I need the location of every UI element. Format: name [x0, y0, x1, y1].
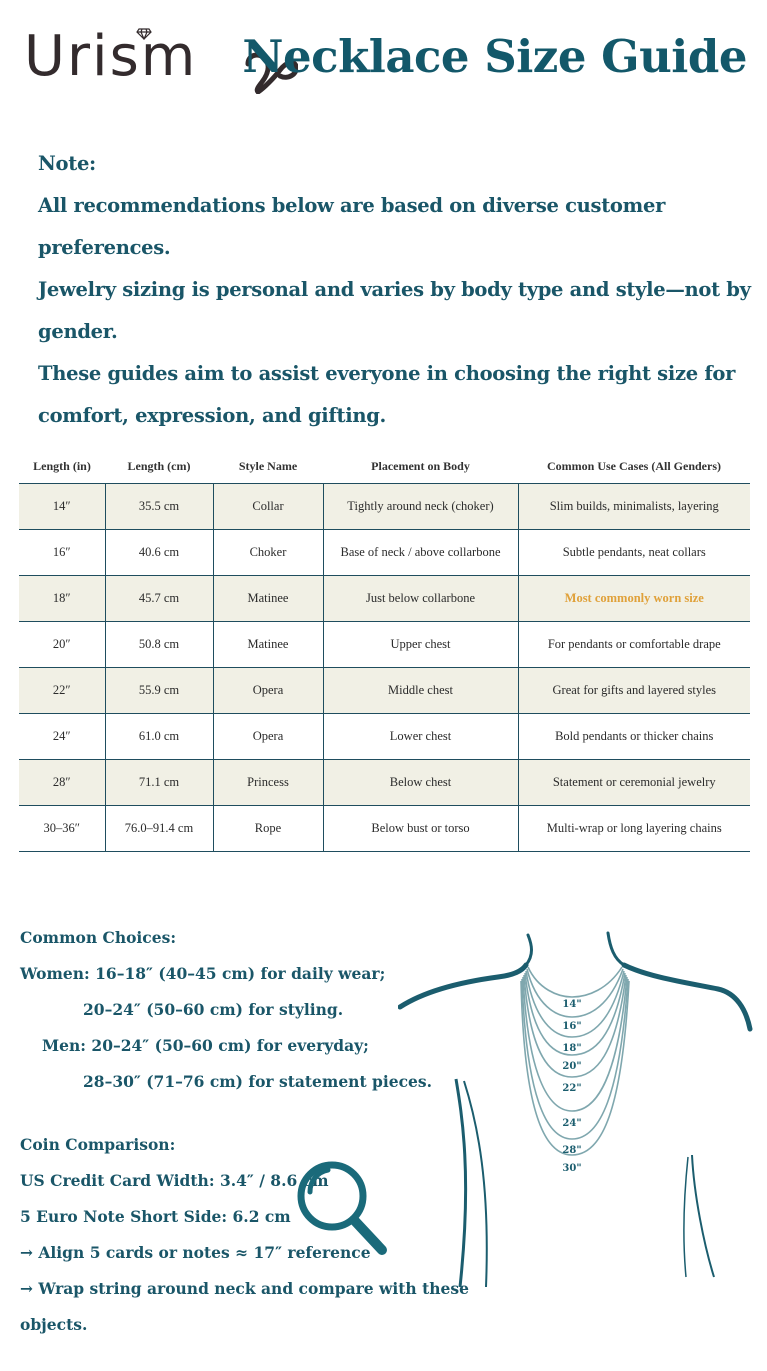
- cell-length-cm: 76.0–91.4 cm: [105, 805, 213, 851]
- cell-length-in: 20″: [19, 621, 105, 667]
- header-length-in: Length (in): [19, 450, 105, 483]
- coins-line: US Credit Card Width: 3.4″ / 8.6 cm: [20, 1171, 329, 1190]
- note-line: All recommendations below are based on diverse customer preferences.: [38, 194, 666, 259]
- diagram-label-24: 24": [562, 1118, 582, 1129]
- diagram-label-30: 30": [562, 1163, 582, 1174]
- magnifier-icon: [296, 1160, 392, 1260]
- cell-use-case: For pendants or comfortable drape: [518, 621, 750, 667]
- note-section: [38, 143, 753, 437]
- choices-women-daily: Women: 16–18″ (40–45 cm) for daily wear;: [20, 964, 386, 983]
- logo-text: Urism: [24, 24, 198, 89]
- cell-length-in: 30–36″: [19, 805, 105, 851]
- cell-style: Choker: [213, 529, 323, 575]
- header: [0, 0, 767, 120]
- cell-placement: Lower chest: [323, 713, 518, 759]
- cell-length-in: 14″: [19, 483, 105, 529]
- diagram-label-28: 28": [562, 1145, 582, 1156]
- size-table: [19, 450, 750, 852]
- header-length-cm: Length (cm): [105, 450, 213, 483]
- common-choices: [20, 920, 432, 1100]
- cell-length-cm: 55.9 cm: [105, 667, 213, 713]
- coins-line: objects.: [20, 1315, 88, 1334]
- note-line: These guides aim to assist everyone in choosing the right size for comfort, expression, and gifting.: [38, 362, 736, 427]
- table-row: [19, 529, 750, 575]
- table-row: [19, 575, 750, 621]
- header-placement: Placement on Body: [323, 450, 518, 483]
- choices-men-everyday: Men: 20–24″ (50–60 cm) for everyday;: [42, 1036, 369, 1055]
- cell-placement: Just below collarbone: [323, 575, 518, 621]
- cell-placement: Base of neck / above collarbone: [323, 529, 518, 575]
- cell-length-in: 24″: [19, 713, 105, 759]
- cell-use-case-highlight: Most commonly worn size: [518, 575, 750, 621]
- cell-use-case: Bold pendants or thicker chains: [518, 713, 750, 759]
- cell-use-case: Slim builds, minimalists, layering: [518, 483, 750, 529]
- cell-style: Rope: [213, 805, 323, 851]
- diagram-label-16: 16": [562, 1021, 582, 1032]
- cell-placement: Below bust or torso: [323, 805, 518, 851]
- cell-placement: Middle chest: [323, 667, 518, 713]
- cell-length-cm: 61.0 cm: [105, 713, 213, 759]
- cell-placement: Tightly around neck (choker): [323, 483, 518, 529]
- cell-use-case: Multi-wrap or long layering chains: [518, 805, 750, 851]
- cell-length-cm: 71.1 cm: [105, 759, 213, 805]
- cell-use-case: Statement or ceremonial jewelry: [518, 759, 750, 805]
- choices-women-styling: 20–24″ (50–60 cm) for styling.: [83, 1000, 344, 1019]
- header-use-cases: Common Use Cases (All Genders): [518, 450, 750, 483]
- choices-men-statement: 28–30″ (71–76 cm) for statement pieces.: [83, 1072, 433, 1091]
- table-row: [19, 667, 750, 713]
- cell-style: Matinee: [213, 621, 323, 667]
- coins-line: 5 Euro Note Short Side: 6.2 cm: [20, 1207, 291, 1226]
- table-row: [19, 483, 750, 529]
- cell-length-cm: 50.8 cm: [105, 621, 213, 667]
- cell-use-case: Subtle pendants, neat collars: [518, 529, 750, 575]
- diamond-icon: [136, 28, 152, 40]
- cell-style: Collar: [213, 483, 323, 529]
- cell-length-cm: 35.5 cm: [105, 483, 213, 529]
- cell-style: Opera: [213, 713, 323, 759]
- cell-length-cm: 45.7 cm: [105, 575, 213, 621]
- cell-length-in: 28″: [19, 759, 105, 805]
- table-header-row: [19, 450, 750, 483]
- diagram-label-22: 22": [562, 1083, 582, 1094]
- choices-heading: Common Choices:: [20, 928, 177, 947]
- coins-heading: Coin Comparison:: [20, 1135, 176, 1154]
- cell-length-in: 18″: [19, 575, 105, 621]
- note-heading: Note:: [38, 152, 96, 175]
- cell-length-cm: 40.6 cm: [105, 529, 213, 575]
- table-row: [19, 621, 750, 667]
- diagram-label-18: 18": [562, 1043, 582, 1054]
- page-title: Necklace Size Guide: [242, 30, 747, 83]
- cell-style: Matinee: [213, 575, 323, 621]
- cell-placement: Upper chest: [323, 621, 518, 667]
- coins-line: → Align 5 cards or notes ≈ 17″ reference: [20, 1243, 371, 1262]
- note-line: Jewelry sizing is personal and varies by body type and style—not by gender.: [38, 278, 751, 343]
- cell-length-in: 16″: [19, 529, 105, 575]
- cell-placement: Below chest: [323, 759, 518, 805]
- table-row: [19, 713, 750, 759]
- diagram-label-20: 20": [562, 1061, 582, 1072]
- cell-use-case: Great for gifts and layered styles: [518, 667, 750, 713]
- necklace-length-diagram: [398, 925, 754, 1295]
- coins-line: → Wrap string around neck and compare with these: [20, 1279, 469, 1298]
- cell-length-in: 22″: [19, 667, 105, 713]
- table-row: [19, 805, 750, 851]
- cell-style: Princess: [213, 759, 323, 805]
- diagram-label-14: 14": [562, 999, 582, 1010]
- table-row: [19, 759, 750, 805]
- cell-style: Opera: [213, 667, 323, 713]
- header-style-name: Style Name: [213, 450, 323, 483]
